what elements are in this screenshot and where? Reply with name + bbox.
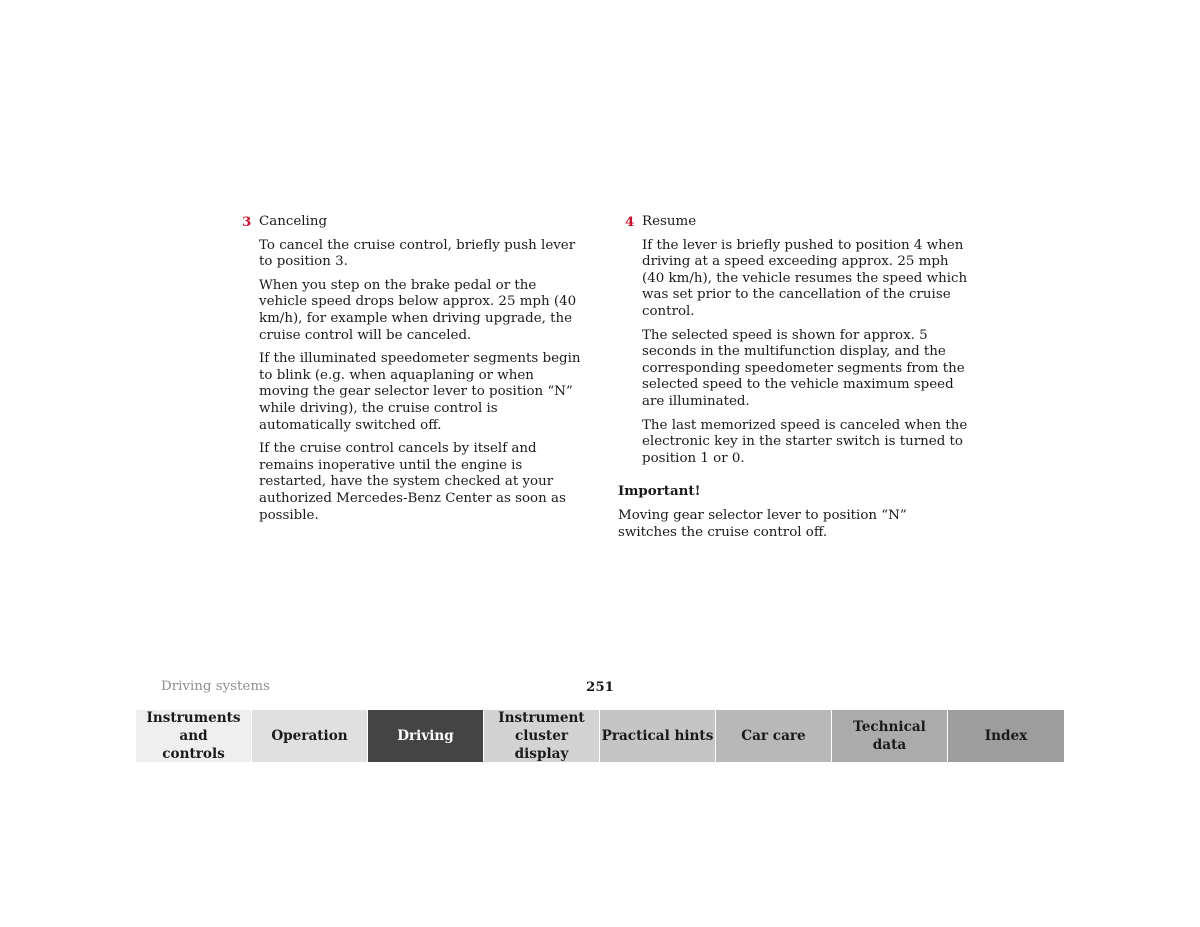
paragraph: To cancel the cruise control, briefly push lever to position 3. [259,237,576,270]
item-number: 4 [625,214,635,230]
tab-instrument-cluster-display[interactable]: Instrument cluster display [484,710,600,762]
paragraph: The selected speed is shown for approx. 5 seconds in the multifunction display, and the corresponding speedometer segments from the selected speed to the vehicle maximum speed are illuminated. [642,327,965,409]
tab-operation[interactable]: Operation [252,710,368,762]
page-number: 251 [586,679,614,695]
left-column [242,214,587,531]
right-column [618,214,968,548]
paragraph: The last memorized speed is canceled when the electronic key in the starter switch is turned to position 1 or 0. [642,417,968,466]
important-label: Important! [618,483,701,500]
item-title: Resume [642,214,697,229]
tab-instruments-and-controls[interactable]: Instruments and controls [136,710,252,762]
tab-car-care[interactable]: Car care [716,710,832,762]
item-number: 3 [242,214,252,230]
important-text: Moving gear selector lever to position “N” switches the cruise control off. [618,507,907,540]
paragraph: If the cruise control cancels by itself and remains inoperative until the engine is restarted, have the system checked at your authorized Mercedes-Benz Center as soon as possible. [259,441,566,523]
chapter-navigation [136,710,1064,762]
section-title: Driving systems [161,679,270,694]
tab-driving[interactable]: Driving [368,710,484,762]
tab-index[interactable]: Index [948,710,1064,762]
tab-technical-data[interactable]: Technical data [832,710,948,762]
item-title: Canceling [259,214,328,229]
paragraph: If the illuminated speedometer segments begin to blink (e.g. when aquaplaning or when moving the gear selector lever to position “N” while driving), the cruise control is automatically switched off. [259,351,581,433]
canceling-heading [242,214,587,231]
tab-practical-hints[interactable]: Practical hints [600,710,716,762]
resume-heading [625,214,968,231]
paragraph: When you step on the brake pedal or the vehicle speed drops below approx. 25 mph (40 km/h), for example when driving upgrade, the cruise control will be canceled. [259,277,577,343]
paragraph: If the lever is briefly pushed to position 4 when driving at a speed exceeding approx. 25 mph (40 km/h), the vehicle resumes the speed which was set prior to the cancellation of the cruise control. [642,237,968,319]
